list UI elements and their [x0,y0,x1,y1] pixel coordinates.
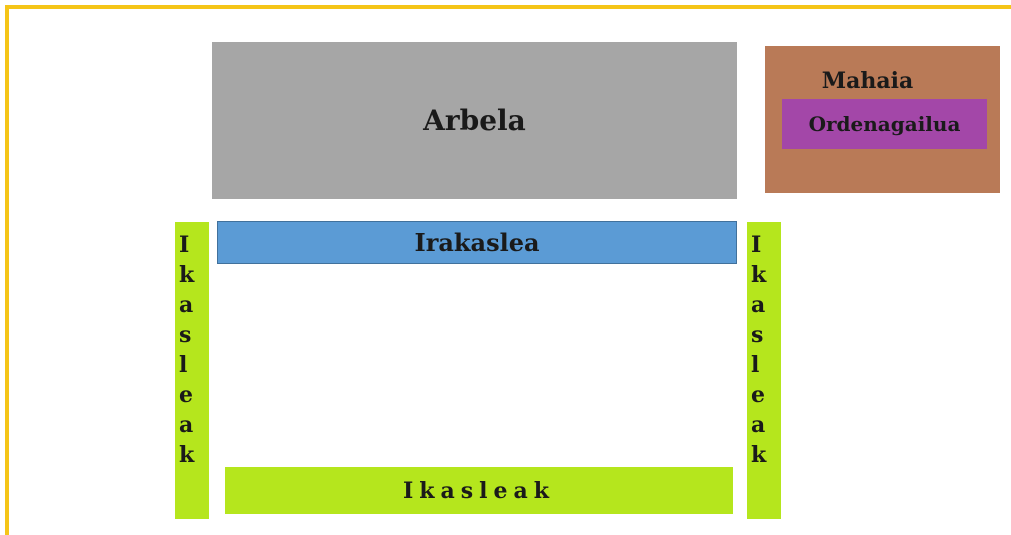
students-left-label: Ikasleak [179,232,195,468]
students-bottom-label: Ikasleak [402,477,556,504]
computer-label: Ordenagailua [808,112,961,136]
students-right-block [747,222,781,519]
computer-block [782,99,987,149]
board-label: Arbela [423,104,526,137]
students-bottom-block [225,467,733,514]
students-left-block [175,222,209,519]
teacher-block [217,221,737,264]
board-block [212,42,737,199]
desk-block [765,46,1000,193]
students-right-label: Ikasleak [751,232,767,468]
desk-label: Mahaia [821,68,914,94]
teacher-label: Irakaslea [414,228,540,257]
